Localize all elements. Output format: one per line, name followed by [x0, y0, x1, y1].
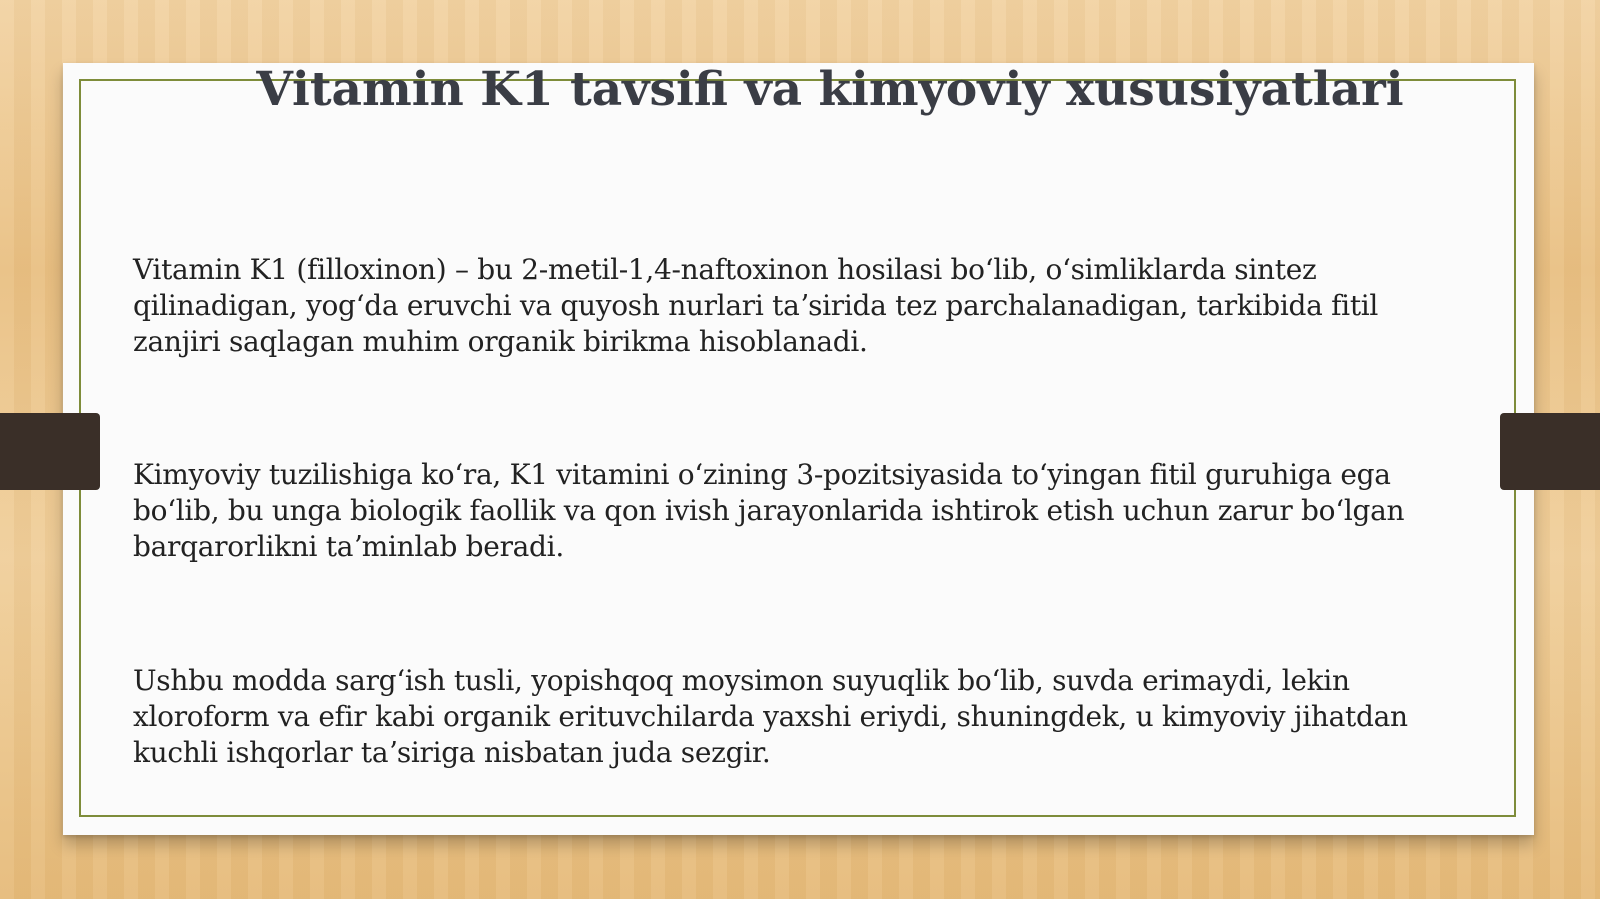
paragraph-physical-properties: Ushbu modda sargʻish tusli, yopishqoq moysimon suyuqlik boʻlib, suvda erimaydi, lekin xloroform va efir kabi organik erituvchilarda yaxshi eriydi, shuningdek, u kimyoviy jihatdan kuchli ishqorlar taʼsiriga nisbatan juda sezgir. — [133, 664, 1408, 769]
right-binder-clip — [1500, 413, 1600, 490]
left-binder-clip — [0, 413, 100, 490]
paragraph-chemical-structure: Kimyoviy tuzilishiga koʻra, K1 vitamini oʻzining 3-pozitsiyasida toʻyingan fitil guruhiga ega boʻlib, bu unga biologik faollik va qon ivish jarayonlarida ishtirok etish uchun zarur boʻlgan barqarorlikni taʼminlab beradi. — [133, 458, 1405, 563]
paragraph-description: Vitamin K1 (filloxinon) – bu 2-metil-1,4-naftoxinon hosilasi boʻlib, oʻsimliklarda sintez qilinadigan, yogʻda eruvchi va quyosh nurlari taʼsirida tez parchalanadigan, tarkibida fitil zanjiri saqlagan muhim organik birikma hisoblanadi. — [133, 253, 1379, 358]
slide-title: Vitamin K1 tavsifi va kimyoviy xususiyatlari — [256, 62, 1404, 117]
